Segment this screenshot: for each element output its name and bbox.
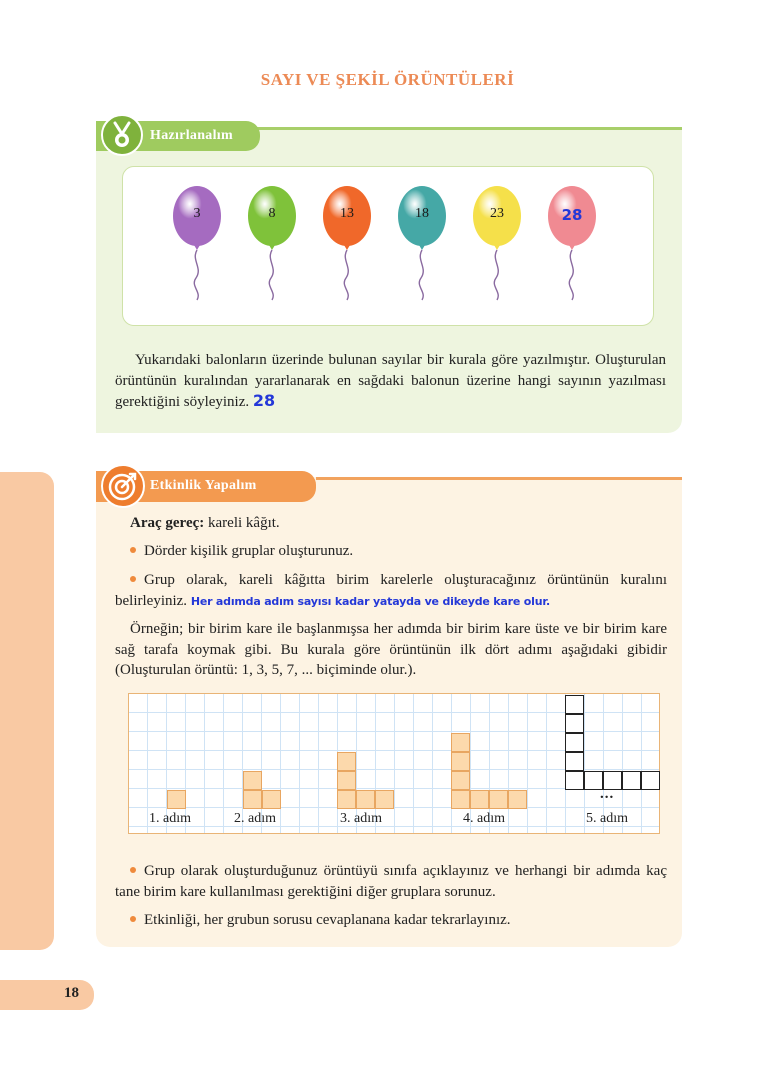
continuation-dots: ...: [600, 786, 615, 802]
unit-square: [451, 733, 470, 752]
unit-square: [565, 695, 584, 714]
unit-square: [451, 790, 470, 809]
unit-square: [451, 752, 470, 771]
step-label: 5. adım: [586, 811, 628, 826]
unit-square: [375, 790, 394, 809]
unit-square: [565, 714, 584, 733]
medal-icon: [101, 114, 143, 156]
unit-square: [622, 771, 641, 790]
unit-square: [489, 790, 508, 809]
unit-square: [508, 790, 527, 809]
hazirlanalim-paragraph: Yukarıdaki balonların üzerinde bulunan sayılar bir kurala göre yazılmıştır. Oluşturulan örüntünün kuralından yararlanarak en sağdaki balonun üzerine hangi sayının yazılması gerektiğini söyleyiniz. 28: [115, 352, 666, 410]
balloon-icon: [547, 186, 597, 306]
example-paragraph: Örneğin; bir birim kare ile başlanmışsa her adımda bir birim kare üste ve bir birim kare sağ tarafa koymak gibi. Bu kurala göre örüntünün ilk dört adımı aşağıdaki gibidir (Oluşturulan örüntü: 1, 3, 5, 7, ... biçiminde olur.).: [115, 621, 667, 678]
balloon: [547, 186, 597, 248]
tools-line: Araç gereç: kareli kâğıt.: [130, 515, 280, 531]
unit-square: [356, 790, 375, 809]
balloon: [397, 186, 447, 248]
step-label: 3. adım: [340, 811, 382, 826]
step-label: 4. adım: [463, 811, 505, 826]
bullet-icon: [130, 547, 136, 553]
unit-square: [243, 771, 262, 790]
balloon-number: 18: [415, 206, 429, 221]
handwritten-answer: 28: [252, 391, 276, 410]
balloon-icon: [247, 186, 297, 306]
balloon: [247, 186, 297, 248]
bullet-icon: [130, 916, 136, 922]
bullet-item: Grup olarak, kareli kâğıtta birim karelerle oluşturacağınız örüntünün kuralını belirleyiniz. Her adımda adım sayısı kadar yatayda ve dikeyde kare olur.: [115, 572, 667, 609]
unit-square: [451, 771, 470, 790]
balloon-number: 13: [340, 206, 354, 221]
bullet-item: Etkinliği, her grubun sorusu cevaplanana kadar tekrarlayınız.: [130, 910, 667, 931]
side-strip: [0, 472, 54, 950]
unit-square: [565, 752, 584, 771]
balloon-icon: [397, 186, 447, 306]
unit-square: [641, 771, 660, 790]
bullet-icon: [130, 867, 136, 873]
unit-square: [565, 771, 584, 790]
balloon: [172, 186, 222, 248]
hazirlanalim-title: Hazırlanalım: [150, 128, 233, 143]
bullet-icon: [130, 576, 136, 582]
page-number: 18: [64, 985, 79, 1001]
unit-square: [243, 790, 262, 809]
bullet-item: Dörder kişilik gruplar oluşturunuz.: [130, 541, 667, 562]
balloon-icon: [172, 186, 222, 306]
balloon: [472, 186, 522, 248]
page-title: SAYI VE ŞEKİL ÖRÜNTÜLERİ: [260, 70, 515, 89]
bullet-item: Grup olarak oluşturduğunuz örüntüyü sınıfa açıklayınız ve herhangi bir adımda kaç tane birim kare kullanılması gerektiğini diğer gruplara sorunuz.: [115, 863, 667, 900]
step-label: 2. adım: [234, 811, 276, 826]
balloon-number: 3: [193, 206, 201, 221]
handwritten-rule: Her adımda adım sayısı kadar yatayda ve dikeyde kare olur.: [190, 594, 550, 608]
unit-square: [337, 771, 356, 790]
balloon: [322, 186, 372, 248]
unit-square: [167, 790, 186, 809]
balloon-number: 23: [490, 206, 504, 221]
section-rule: [250, 127, 682, 130]
unit-square: [565, 733, 584, 752]
step-label: 1. adım: [149, 811, 191, 826]
balloon-number: 28: [561, 206, 583, 224]
page-number-tab: [0, 980, 94, 1010]
unit-square: [337, 790, 356, 809]
balloon-icon: [322, 186, 372, 306]
etkinlik-title: Etkinlik Yapalım: [150, 478, 257, 493]
balloon-number: 8: [268, 206, 276, 221]
unit-square: [262, 790, 281, 809]
unit-square: [337, 752, 356, 771]
balloon-icon: [472, 186, 522, 306]
unit-square: [470, 790, 489, 809]
section-rule: [316, 477, 682, 480]
target-icon: [101, 464, 145, 508]
